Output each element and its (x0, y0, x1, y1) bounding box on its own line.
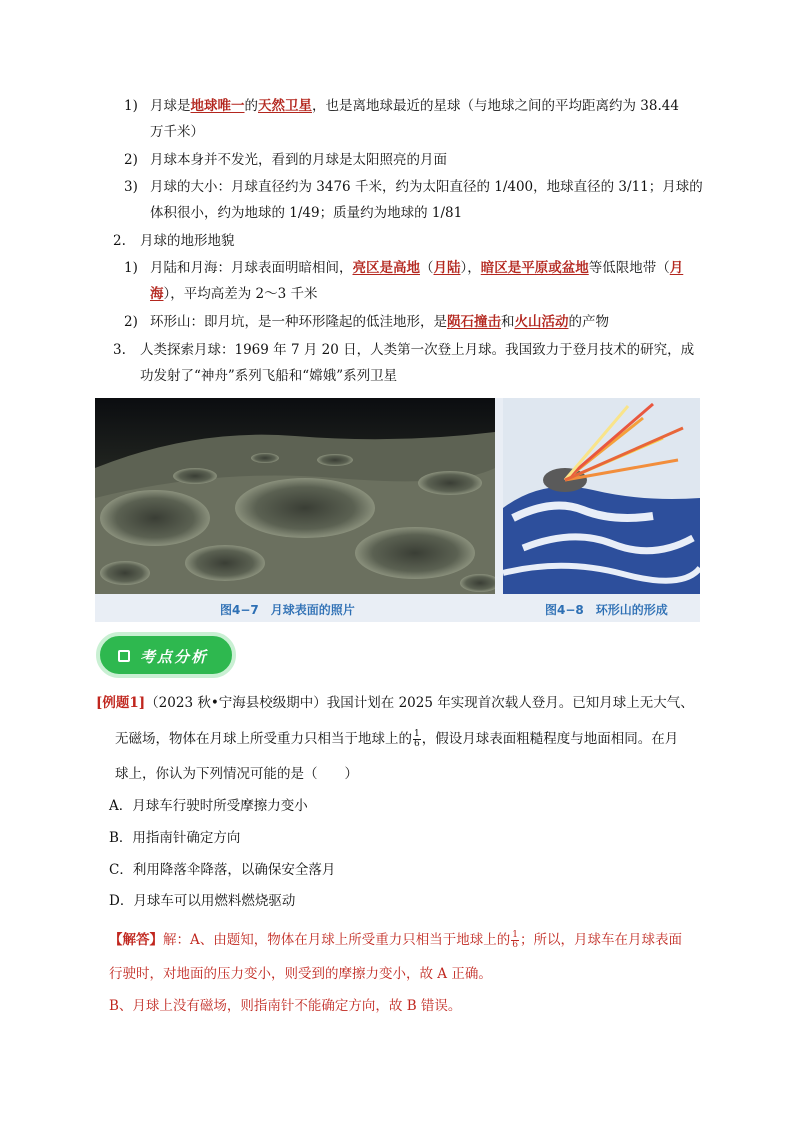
highlight: 海 (150, 286, 164, 302)
text: 无磁场，物体在月球上所受重力只相当于地球上的 (115, 731, 412, 747)
list-item-moon-satellite (150, 96, 679, 116)
text: ）， (460, 260, 481, 276)
numerator: 1 (414, 729, 420, 739)
answer-line2: 行驶时，对地面的压力变小，则受到的摩擦力变小，故 A 正确。 (109, 966, 492, 982)
list-item-continuation: 体积很小，约为地球的 1/49；质量约为地球的 1/81 (150, 205, 463, 221)
highlight: 月 (669, 260, 684, 276)
moon-surface-photo (95, 398, 495, 594)
example-question (96, 693, 694, 713)
option-a: A．月球车行驶时所受摩擦力变小 (109, 798, 308, 814)
figure-caption: 图4−8 环形山的形成 (545, 603, 668, 617)
text: 月陆和月海：月球表面明暗相间， (150, 260, 353, 276)
section-badge (96, 632, 236, 678)
list-number: 1) (124, 98, 138, 114)
list-item-moon-light: 月球本身并不发光，看到的月球是太阳照亮的月面 (150, 152, 447, 168)
text: 环形山：即月坑，是一种环形隆起的低洼地形，是 (150, 314, 447, 330)
text: （ (420, 260, 434, 276)
example-tag: [例题1] (96, 695, 146, 711)
list-item-craters (150, 312, 609, 332)
figure-strip (95, 398, 700, 622)
list-number: 3) (124, 179, 138, 195)
text: 的 (244, 98, 258, 114)
text: 等低限地带（ (588, 260, 670, 276)
text: ），平均高差为 2～3 千米 (163, 286, 318, 302)
highlight: 暗区是平原或盆地 (480, 260, 589, 276)
figure-caption: 图4−7 月球表面的照片 (220, 603, 355, 617)
denominator: 6 (414, 739, 420, 749)
option-d: D．月球车可以用燃料燃烧驱动 (109, 893, 296, 909)
section-continuation: 功发射了“神舟”系列飞船和“嫦娥”系列卫星 (140, 368, 398, 384)
crater-formation-illustration (503, 398, 700, 594)
list-item-maria (150, 258, 683, 278)
text: 解：A、由题知，物体在月球上所受重力只相当于地球上的 (163, 932, 511, 948)
example-question-line2 (115, 726, 678, 752)
fraction (511, 931, 519, 950)
badge-label: 考点分析 (140, 648, 209, 666)
highlight: 地球唯一 (190, 98, 245, 114)
highlight: 火山活动 (514, 314, 569, 330)
text: 的产物 (568, 314, 609, 330)
section-number: 2. (113, 233, 126, 249)
option-c: C．利用降落伞降落，以确保安全落月 (109, 862, 336, 878)
highlight: 月陆 (433, 260, 461, 276)
section-title: 月球的地形地貌 (140, 233, 235, 249)
section-number: 3. (113, 342, 126, 358)
text: ；所以，月球车在月球表面 (519, 932, 682, 948)
list-number: 1) (124, 260, 138, 276)
list-number: 2) (124, 314, 138, 330)
example-question-line3: 球上，你认为下列情况可能的是（ ） (115, 766, 358, 782)
list-number: 2) (124, 152, 138, 168)
answer-line1 (109, 927, 682, 953)
document-icon (118, 650, 130, 662)
fraction (413, 730, 421, 749)
list-item-moon-size: 月球的大小：月球直径约为 3476 千米，约为太阳直径的 1/400，地球直径的 3/11；月球的 (150, 179, 703, 195)
option-b: B．用指南针确定方向 (109, 830, 241, 846)
highlight: 天然卫星 (258, 98, 312, 114)
answer-tag: 【解答】 (109, 932, 163, 948)
text: （2023 秋•宁海县校级期中）我国计划在 2025 年实现首次载人登月。已知月球上无大气、 (145, 695, 694, 711)
list-item-continuation (150, 284, 318, 304)
numerator: 1 (512, 930, 518, 940)
text: 和 (501, 314, 515, 330)
highlight: 亮区是高地 (352, 260, 420, 276)
list-item-continuation: 万千米） (150, 124, 204, 140)
text: 月球是 (150, 98, 191, 114)
answer-line3: B、月球上没有磁场，则指南针不能确定方向，故 B 错误。 (109, 998, 462, 1014)
denominator: 6 (512, 940, 518, 950)
section-exploration: 人类探索月球：1969 年 7 月 20 日，人类第一次登上月球。我国致力于登月技术的研究，成 (140, 342, 695, 358)
text: ，也是离地球最近的星球（与地球之间的平均距离约为 38.44 (312, 98, 679, 114)
highlight: 陨石撞击 (447, 314, 501, 330)
text: ，假设月球表面粗糙程度与地面相同。在月 (421, 731, 679, 747)
